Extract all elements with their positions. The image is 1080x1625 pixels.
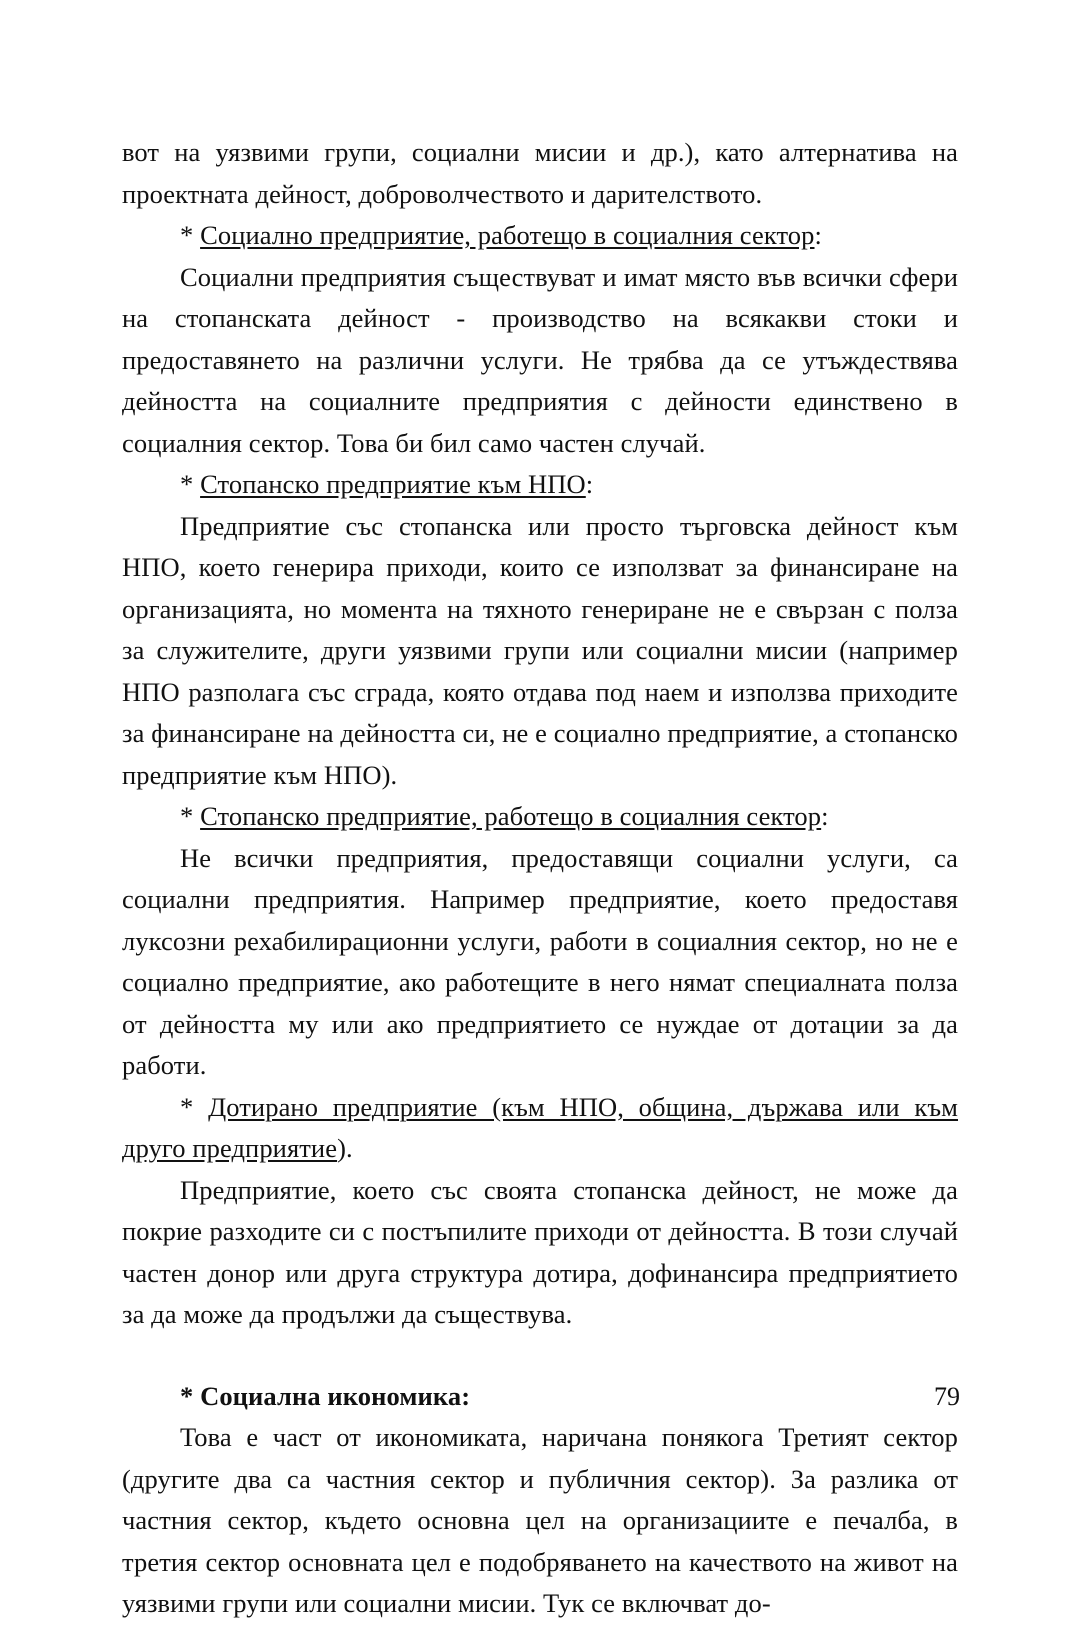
paragraph-5: Предприятие със стопанска или просто търговска дейност към НПО, което генерира приходи, които се използват за финансиране на организацията, но момента на тяхното генериране не е свързан с полза за служителите, други уязвими групи или социални мисии (например НПО разполага със сграда, която отдава под наем и използва приходите за финансиране на дейността си, не е социално предприятие, а стопанско предприятие към НПО). [122, 510, 958, 790]
heading-tail: : [814, 220, 822, 250]
section-spacer [122, 1336, 958, 1376]
bullet-marker: * [180, 1380, 194, 1411]
heading-tail: : [585, 469, 594, 499]
heading-business-enterprise-at-ngo [122, 464, 958, 506]
page-number: 79 [934, 1382, 960, 1411]
paragraph-1: вот на уязвими групи, социални мисии и др.), като алтернатива на проектната дейност, доброволчеството и дарителството. [122, 137, 958, 209]
heading-social-enterprise-in-social-sector [122, 215, 958, 257]
text-column [122, 132, 958, 1625]
heading-business-enterprise-in-social-sector [122, 796, 958, 838]
heading-text: Дотирано предприятие (към НПО, община, държава или към друго предприятие [122, 1091, 959, 1163]
heading-tail: : [821, 801, 829, 831]
bullet-marker: * [180, 801, 194, 831]
heading-text: Стопанско предприятие към НПО [200, 469, 586, 499]
paragraph-9: Предприятие, което със своята стопанска дейност, не може да покрие разходите си с постъпилите приходи от дейността. В този случай частен донор или друга структура дотира, дофинансира предприятието за да може да продължи да съществува. [122, 1174, 958, 1329]
heading-text: Социално предприятие, работещо в социалния сектор [200, 220, 815, 250]
paragraph-7: Не всички предприятия, предоставящи социални услуги, са социални предприятия. Например предприятие, което предоставя луксозни рехабилирационни услуги, работи в социалния сектор, но не е социално предприятие, ако работещите в него нямат специалната полза от дейността му или ако предприятието се нуждае от дотации за да работи. [122, 842, 958, 1080]
bullet-marker: * [180, 1091, 194, 1122]
bullet-marker: * [180, 220, 194, 250]
heading-text: Социална икономика: [200, 1380, 471, 1411]
heading-text: Стопанско предприятие, работещо в социалния сектор [200, 801, 822, 831]
paragraph-3: Социални предприятия съществуват и имат място във всички сфери на стопанската дейност - производство на всякакви стоки и предоставянето на различни услуги. Не трябва да се утъждествява дейността на социалните предприятия с дейности единствено в социалния сектор. Това би бил само частен случай. [122, 261, 958, 458]
heading-tail: ). [337, 1133, 353, 1163]
paragraph-11: Това е част от икономиката, наричана понякога Третият сектор (другите два са частния сектор и публичния сектор). За разлика от частния сектор, където основна цел на организациите е печалба, в третия сектор основната цел е подобряването на качеството на живот на уязвими групи или социални мисии. Тук се включват до- [122, 1422, 958, 1618]
heading-subsidized-enterprise [122, 1087, 958, 1170]
heading-social-economy [122, 1376, 958, 1418]
bullet-marker: * [180, 469, 194, 499]
